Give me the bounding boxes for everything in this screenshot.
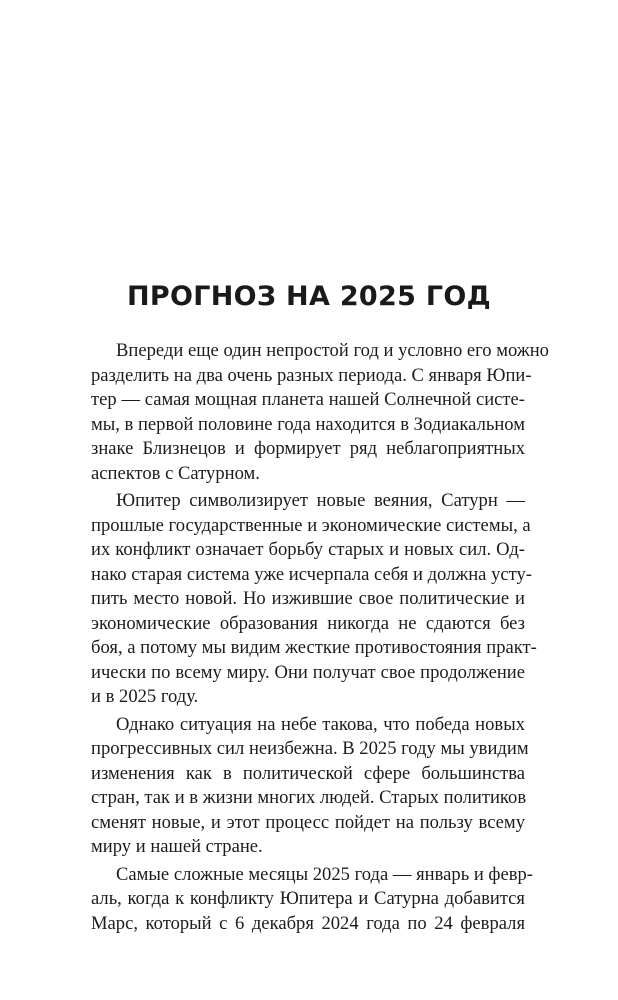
text-line: Самые сложные месяцы 2025 года — январь и февр- — [116, 863, 533, 885]
paragraph-3 — [91, 713, 529, 860]
text-line: стран, так и в жизни многих людей. Старых политиков — [91, 787, 527, 808]
text-line: их конфликт означает борьбу старых и новых сил. Од- — [91, 539, 525, 560]
paragraph-4 — [91, 863, 533, 937]
text-line: аспектов с Сатурном. — [91, 462, 260, 484]
paragraph-1 — [91, 339, 549, 486]
text-line: боя, а потому мы видим жесткие противостояния практ- — [91, 637, 537, 658]
text-line: прошлые государственные и экономические системы, а — [91, 514, 531, 536]
text-line: пить место новой. Но изжившие свое политические и — [91, 588, 525, 609]
text-line: разделить на два очень разных периода. С января Юпи- — [91, 364, 532, 386]
text-line: знаке Близнецов и формирует ряд неблагоприятных — [91, 438, 525, 459]
body-text — [91, 339, 549, 939]
text-line: Юпитер символизирует новые веяния, Сатурн — — [116, 490, 525, 511]
text-line: мы, в первой половине года находится в Зодиакальном — [91, 413, 526, 435]
text-line: миру и нашей стране. — [91, 836, 263, 857]
text-line: Однако ситуация на небе такова, что победа новых — [116, 713, 525, 735]
text-line: изменения как в политической сфере большинства — [91, 762, 525, 784]
chapter-title: ПРОГНОЗ НА 2025 ГОД — [126, 281, 492, 312]
text-line: сменят новые, и этот процесс пойдет на пользу всему — [91, 811, 525, 833]
text-line: Впереди еще один непростой год и условно его можно — [116, 340, 549, 361]
text-line: тер — самая мощная планета нашей Солнечной систе- — [91, 389, 525, 410]
text-line: ически по всему миру. Они получат свое продолжение — [91, 661, 525, 683]
text-line: экономические образования никогда не сдаются без — [91, 612, 525, 634]
text-line: и в 2025 году. — [91, 686, 199, 707]
text-line: прогрессивных сил неизбежна. В 2025 году мы увидим — [91, 738, 529, 759]
paragraph-2 — [91, 489, 537, 710]
text-line: нако старая система уже исчерпала себя и должна усту- — [91, 563, 532, 585]
text-line: аль, когда к конфликту Юпитера и Сатурна добавится — [91, 888, 525, 909]
text-line: Марс, который с 6 декабря 2024 года по 24 февраля — [91, 912, 525, 934]
